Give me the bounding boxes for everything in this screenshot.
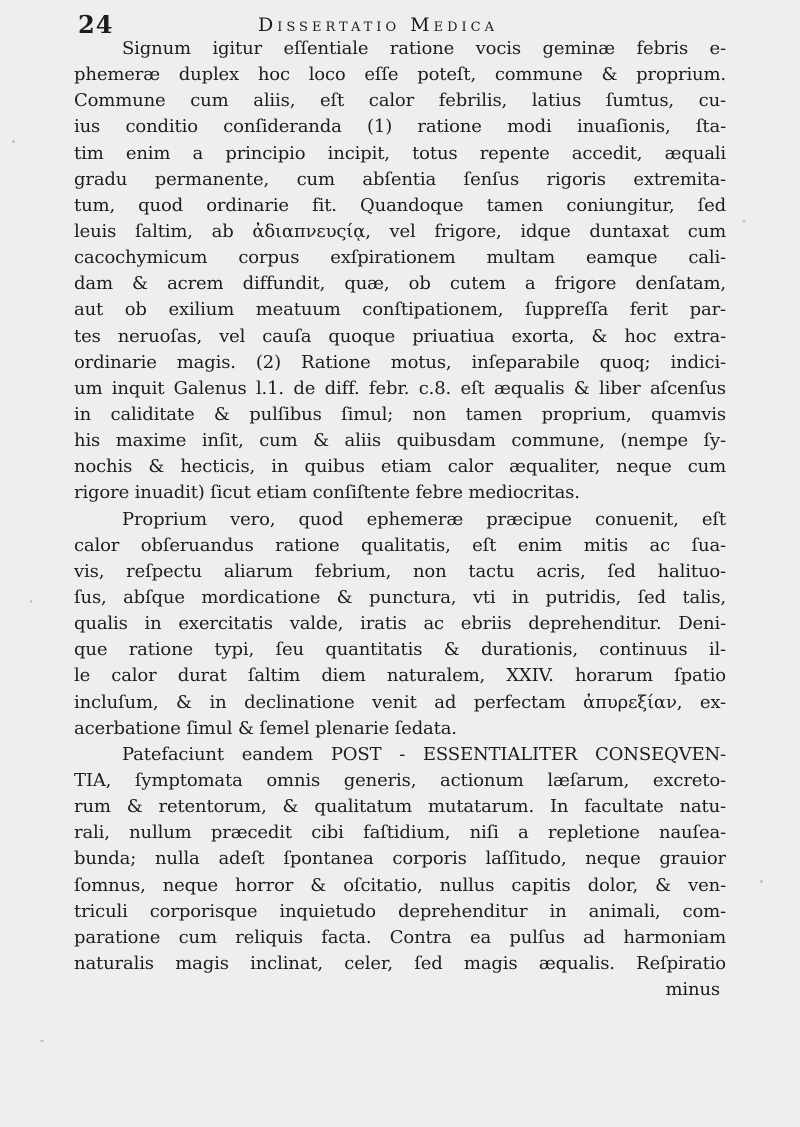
text-line: calor obſeruandus ratione qualitatis, eſt enim mitis ac ſua-	[74, 534, 726, 556]
text-line: rum & retentorum, & qualitatum mutatarum. In facultate natu-	[74, 796, 726, 818]
text-line: um inquit Galenus l.1. de diff. febr. c.8. eſt æqualis & liber aſcenſus	[74, 377, 726, 399]
text-line: incluſum, & in declinatione venit ad perfectam ἀπυρεξίαν, ex-	[74, 691, 726, 713]
catchword: minus	[665, 979, 720, 1001]
text-line: naturalis magis inclinat, celer, ſed magis æqualis. Reſpiratio	[74, 952, 726, 974]
text-line: acerbatione ſimul & ſemel plenarie ſedata.	[74, 717, 457, 739]
paper-speck	[12, 140, 15, 143]
text-line: Patefaciunt eandem POST - ESSENTIALITER CONSEQVEN-	[122, 743, 726, 765]
text-line: his maxime inſit, cum & aliis quibusdam commune, (nempe ſy-	[74, 430, 726, 452]
text-line: ſus, abſque mordicatione & punctura, vti in putridis, ſed talis,	[74, 586, 726, 608]
page-header	[78, 6, 718, 39]
text-line: dam & acrem diffundit, quæ, ob cutem a frigore denſatam,	[74, 273, 726, 295]
paper-speck	[40, 1040, 44, 1042]
text-line: Commune cum aliis, eſt calor febrilis, latius ſumtus, cu-	[74, 90, 726, 112]
text-line: leuis ſaltim, ab ἀδιαπνευςίᾳ, vel frigore, idque duntaxat cum	[74, 220, 726, 242]
text-line: cacochymicum corpus exſpirationem multam eamque cali-	[74, 247, 726, 269]
text-line: Proprium vero, quod ephemeræ præcipue conuenit, eſt	[122, 508, 726, 530]
running-title: Dissertatio Medica	[258, 14, 498, 36]
text-line: vis, reſpectu aliarum febrium, non tactu acris, ſed halituo-	[74, 560, 726, 582]
text-line: gradu permanente, cum abſentia ſenſus rigoris extremita-	[74, 168, 726, 190]
text-line: qualis in exercitatis valde, iratis ac ebriis deprehenditur. Deni-	[74, 613, 726, 635]
page-number: 24	[78, 10, 114, 39]
text-line: paratione cum reliquis facta. Contra ea pulſus ad harmoniam	[74, 926, 726, 948]
text-line: triculi corporisque inquietudo deprehenditur in animali, com-	[74, 900, 726, 922]
text-line: rali, nullum præcedit cibi faſtidium, niſi a repletione nauſea-	[74, 822, 726, 844]
body-text	[74, 36, 726, 1003]
text-line: phemeræ duplex hoc loco eſſe poteſt, commune & proprium.	[74, 64, 726, 86]
text-line: aut ob exilium meatuum conſtipationem, ſuppreſſa ferit par-	[74, 299, 726, 321]
text-line: tim enim a principio incipit, totus repente accedit, æquali	[74, 142, 726, 164]
text-line: nochis & hecticis, in quibus etiam calor æqualiter, neque cum	[74, 456, 726, 478]
paper-speck	[742, 220, 746, 222]
text-line: TIA, ſymptomata omnis generis, actionum læſarum, excreto-	[74, 769, 726, 791]
text-line: que ratione typi, ſeu quantitatis & durationis, continuus il-	[74, 639, 726, 661]
paper-speck	[30, 600, 32, 603]
text-line: ſomnus, neque horror & oſcitatio, nullus capitis dolor, & ven-	[74, 874, 726, 896]
text-line: ordinarie magis. (2) Ratione motus, inſeparabile quoq; indici-	[74, 351, 726, 373]
text-line: tum, quod ordinarie fit. Quandoque tamen coniungitur, ſed	[74, 194, 726, 216]
text-line: Signum igitur eſſentiale ratione vocis geminæ febris e-	[122, 38, 726, 59]
paper-speck	[760, 880, 763, 883]
text-line: ius conditio conſideranda (1) ratione modi inuaſionis, ſta-	[74, 116, 726, 138]
text-line: in caliditate & pulſibus ſimul; non tamen proprium, quamvis	[74, 403, 726, 425]
text-line: le calor durat ſaltim diem naturalem, XXIV. horarum ſpatio	[74, 665, 726, 687]
text-line: bunda; nulla adeſt ſpontanea corporis laſſitudo, neque grauior	[74, 848, 726, 870]
text-line: tes neruoſas, vel cauſa quoque priuatiua exorta, & hoc extra-	[74, 325, 726, 347]
text-line: rigore inuadit) ſicut etiam conſiſtente febre mediocritas.	[74, 482, 580, 504]
